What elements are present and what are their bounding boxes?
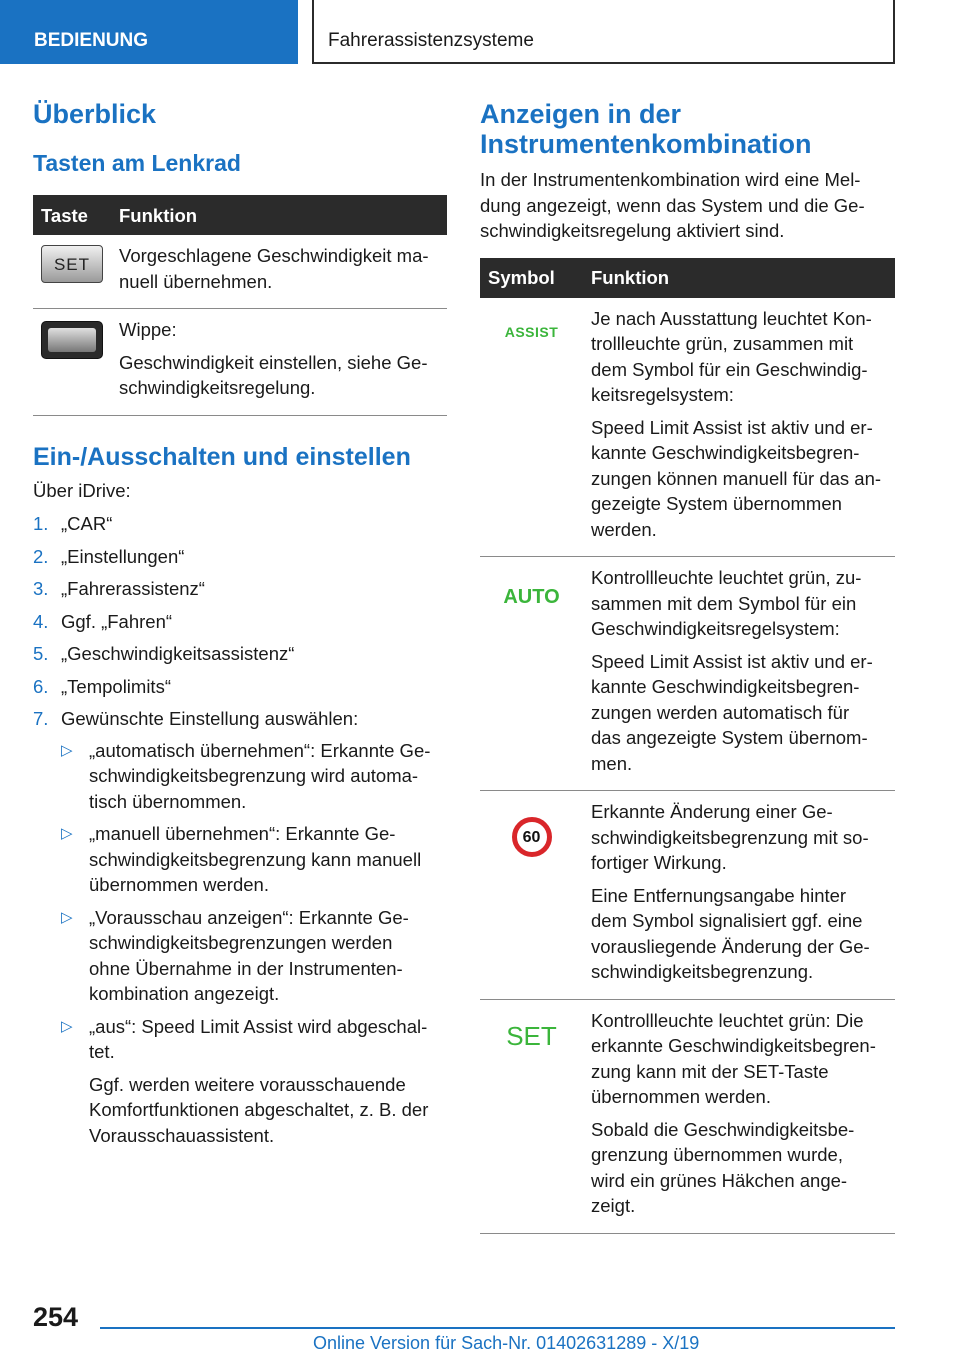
row-text: Geschwindigkeit einstellen, siehe Ge- schwindigkeitsregelung. — [119, 351, 428, 399]
row-text: Je nach Ausstattung leuchtet Kon- trollleuchte grün, zusammen mit dem Symbol für ein Geschwindig- keitsregelsystem: — [591, 307, 872, 406]
rocker-switch-icon — [41, 321, 103, 359]
options-list — [61, 738, 447, 1149]
triangle-bullet-icon: ▷ — [61, 1017, 73, 1035]
symbols-table — [480, 258, 895, 1234]
table-row — [33, 235, 447, 309]
set-key-icon: SET — [41, 245, 103, 283]
row-text: Erkannte Änderung einer Ge- schwindigkeitsbegrenzung mit so- fortiger Wirkung. — [591, 801, 869, 874]
list-item: ▷ „Vorausschau anzeigen“: Erkannte Ge- schwindigkeitsbegrenzungen werden ohne Übernahme in der Instrumenten- kombination angezeigt. — [61, 906, 409, 1005]
list-item: ▷ „automatisch übernehmen“: Erkannte Ge- schwindigkeitsbegrenzung wird automa- tisch übernommen. — [61, 739, 431, 812]
header-symbol: Symbol — [480, 258, 583, 298]
row-text: Kontrollleuchte leuchtet grün: Die erkannte Geschwindigkeitsbegren- zung kann mit der SET-Taste übernommen werden. — [591, 1009, 876, 1108]
chapter-title: Fahrerassistenzsysteme — [328, 30, 534, 51]
row-text: Speed Limit Assist ist aktiv und er- kannte Geschwindigkeitsbegren- zungen werden automatisch für das angezeigte System übernom- men. — [591, 650, 873, 774]
list-item: 1. „CAR“ — [33, 513, 113, 535]
footer-divider — [100, 1327, 895, 1329]
set-indicator-icon: SET — [506, 1020, 557, 1051]
header-funktion: Funktion — [583, 258, 895, 298]
left-column — [33, 100, 447, 1155]
triangle-bullet-icon: ▷ — [61, 741, 73, 759]
assist-indicator-icon: ASSIST — [504, 323, 559, 340]
heading-anzeigen: Anzeigen in der Instrumentenkombination — [480, 99, 812, 159]
section-tab — [0, 0, 298, 64]
right-column — [480, 100, 895, 1234]
table-row — [480, 791, 895, 1000]
header-funktion: Funktion — [111, 195, 447, 235]
row-text: Vorgeschlagene Geschwindigkeit ma- nuell übernehmen. — [119, 245, 429, 292]
list-item: 4. Ggf. „Fahren“ — [33, 610, 173, 632]
list-item: 7. Gewünschte Einstellung auswählen: ▷ „automatisch übernehmen“: Erkannte Ge- schwindigkeitsbegrenzung wird automa- tisch übernommen. ▷ „manuell übernehmen“: Erkannte Ge- schwindigkeitsbegrenzung kann manuell übernommen werden. ▷ „Vorausschau anzeigen“: Erkannte Ge- schwindigkeitsbegrenzungen werden ohne Übernahme in der Instrumenten- kombination angezeigt. ▷ „aus“: Speed Limit Assist wird abgeschal- tet. Ggf. werden weitere vorausschauende Komfortfunktionen abgeschaltet, z. B. der Vorausschauassistent. — [33, 706, 447, 1148]
row-text: Eine Entfernungsangabe hinter dem Symbol signalisiert ggf. eine vorausliegende Änderung der Ge- schwindigkeitsbegrenzung. — [591, 884, 870, 983]
row-text: Wippe: — [119, 319, 177, 341]
heading-ein-ausschalten: Ein-/Ausschalten und einstellen — [33, 442, 411, 471]
row-text: Kontrollleuchte leuchtet grün, zu- sammen mit dem Symbol für ein Geschwindigkeitsregelsystem: — [591, 567, 862, 640]
heading-ueberblick: Überblick — [33, 99, 157, 129]
table-row — [33, 309, 447, 416]
intro-anzeigen: In der Instrumentenkombination wird eine Mel- dung angezeigt, wenn das System und die Ge- schwindigkeitsregelung aktiviert sind. — [480, 169, 865, 242]
table-row — [480, 298, 895, 557]
list-item: ▷ „aus“: Speed Limit Assist wird abgeschal- tet. Ggf. werden weitere vorausschauende Komfortfunktionen abgeschaltet, z. B. der Vorausschauassistent. — [61, 1014, 447, 1149]
footer-note: Online Version für Sach-Nr. 01402631289 - X/19 — [313, 1333, 700, 1353]
list-item: 5. „Geschwindigkeitsassistenz“ — [33, 643, 295, 665]
auto-indicator-icon: AUTO — [503, 586, 560, 609]
intro-idrive: Über iDrive: — [33, 479, 131, 501]
list-item: 6. „Tempolimits“ — [33, 675, 171, 697]
speed-limit-sign-icon: 60 — [512, 817, 552, 857]
triangle-bullet-icon: ▷ — [61, 825, 73, 843]
table-row — [480, 557, 895, 791]
list-item: 2. „Einstellungen“ — [33, 545, 185, 567]
keys-table — [33, 195, 447, 416]
row-text: Speed Limit Assist ist aktiv und er- kannte Geschwindigkeitsbegren- zungen können manuell für das an- gezeigte System übernommen werden. — [591, 416, 882, 540]
keys-table-header — [33, 195, 447, 235]
list-item: ▷ „manuell übernehmen“: Erkannte Ge- schwindigkeitsbegrenzung kann manuell übernommen werden. — [61, 823, 422, 896]
list-item: 3. „Fahrerassistenz“ — [33, 578, 205, 600]
section-title: BEDIENUNG — [34, 30, 149, 51]
header-taste: Taste — [33, 195, 111, 235]
heading-tasten: Tasten am Lenkrad — [33, 149, 241, 176]
option-note: Ggf. werden weitere vorausschauende Komfortfunktionen abgeschaltet, z. B. der Vorausschauassistent. — [89, 1073, 429, 1146]
page-number: 254 — [33, 1302, 79, 1332]
steps-list — [33, 511, 447, 1148]
symbols-table-header — [480, 258, 895, 298]
triangle-bullet-icon: ▷ — [61, 908, 73, 926]
chapter-tab — [312, 0, 895, 64]
row-text: Sobald die Geschwindigkeitsbe- grenzung übernommen wurde, wird ein grünes Häkchen ange- zeigt. — [591, 1118, 855, 1217]
table-row — [480, 999, 895, 1233]
